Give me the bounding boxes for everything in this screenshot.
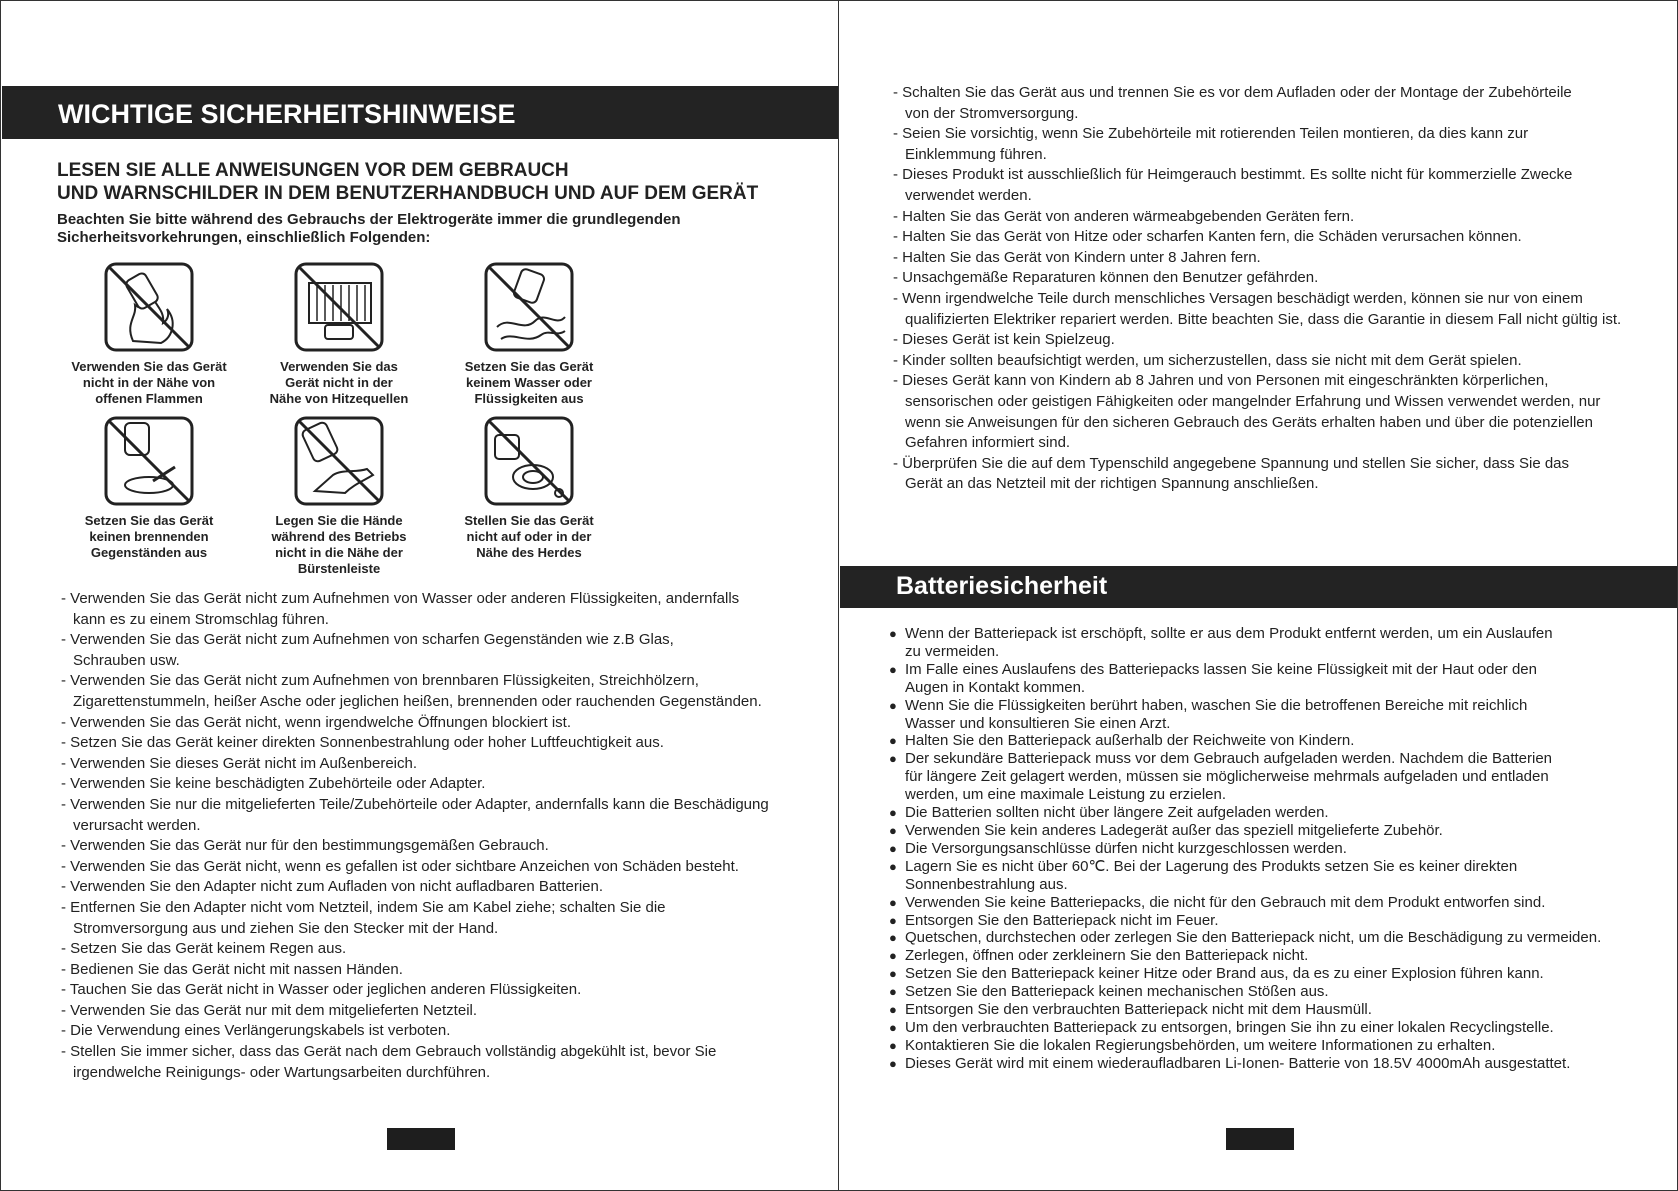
list-item: - Verwenden Sie nur die mitgelieferten Teile/Zubehörteile oder Adapter, andernfalls kann die Beschädigung verursacht werden. xyxy=(61,795,769,834)
no-water-icon xyxy=(483,261,575,353)
list-item: - Halten Sie das Gerät von Hitze oder scharfen Kanten fern, die Schäden verursachen können. xyxy=(893,228,1522,246)
list-item: ● Dieses Gerät wird mit einem wiederaufladbaren Li-Ionen- Batterie von 18.5V 4000mAh ausgestattet. xyxy=(889,1054,1571,1072)
list-item: - Dieses Produkt ist ausschließlich für Heimgerauch bestimmt. Es sollte nicht für kommerzielle Zwecke verwendet werden. xyxy=(893,166,1573,204)
list-item: ● Um den verbrauchten Batteriepack zu entsorgen, bringen Sie ihn zu einer lokalen Recyclingstelle. xyxy=(889,1018,1554,1036)
list-item: ● Zerlegen, öffnen oder zerkleinern Sie den Batteriepack nicht. xyxy=(889,947,1309,965)
list-item: - Unsachgemäße Reparaturen können den Benutzer gefährden. xyxy=(893,269,1319,287)
list-item: ● Lagern Sie es nicht über 60℃. Bei der Lagerung des Produkts setzen Sie es keiner direkten Sonnenbestrahlung aus. xyxy=(889,857,1518,893)
no-open-flame-icon xyxy=(103,261,195,353)
list-item: ● Entsorgen Sie den verbrauchten Batteriepack nicht mit dem Hausmüll. xyxy=(889,1001,1372,1019)
list-item: ● Halten Sie den Batteriepack außerhalb der Reichweite von Kindern. xyxy=(889,732,1355,750)
list-item: - Setzen Sie das Gerät keiner direkten Sonnenbestrahlung oder hoher Luftfeuchtigkeit aus. xyxy=(61,734,664,752)
no-hands-near-brush-icon xyxy=(293,415,385,507)
bullet-icon: ● xyxy=(889,733,897,749)
safety-rules-list xyxy=(57,589,797,1083)
list-item: - Entfernen Sie den Adapter nicht vom Netzteil, indem Sie am Kabel ziehe; schalten Sie die Stromversorgung aus und ziehen Sie den Stecker mit der Hand. xyxy=(61,898,666,937)
bullet-icon: ● xyxy=(889,894,897,910)
bullet-icon: ● xyxy=(889,661,897,677)
list-item: - Dieses Gerät ist kein Spielzeug. xyxy=(893,331,1115,349)
list-item: ● Im Falle eines Auslaufens des Batteriepacks lassen Sie keine Flüssigkeit mit der Haut oder den Augen in Kontakt kommen. xyxy=(889,660,1537,696)
warning-cell xyxy=(59,415,239,561)
list-item: - Die Verwendung eines Verlängerungskabels ist verboten. xyxy=(61,1022,451,1040)
warning-icon-grid xyxy=(59,261,619,581)
intro-text xyxy=(57,211,681,247)
list-item: - Überprüfen Sie die auf dem Typenschild angegebene Spannung und stellen Sie sicher, dass Sie das Gerät an das Netzteil mit der richtigen Spannung anschließen. xyxy=(893,454,1570,493)
list-item: - Schalten Sie das Gerät aus und trennen Sie es vor dem Aufladen oder der Montage der Zubehörteile von der Stromversorgung. xyxy=(893,84,1572,122)
no-burning-objects-icon xyxy=(103,415,195,507)
bullet-icon: ● xyxy=(889,822,897,838)
warning-caption: Setzen Sie das Gerät keinem Wasser oder Flüssigkeiten aus xyxy=(464,359,594,406)
list-item: - Halten Sie das Gerät von anderen wärmeabgebenden Geräten fern. xyxy=(893,207,1355,225)
bullet-icon: ● xyxy=(889,805,897,821)
list-item: - Tauchen Sie das Gerät nicht in Wasser oder jeglichen anderen Flüssigkeiten. xyxy=(61,981,582,999)
list-item: - Verwenden Sie das Gerät nicht, wenn irgendwelche Öffnungen blockiert ist. xyxy=(61,713,572,731)
list-item: - Verwenden Sie den Adapter nicht zum Aufladen von nicht aufladbaren Batterien. xyxy=(61,878,604,896)
warning-cell xyxy=(249,415,429,577)
list-item: ● Der sekundäre Batteriepack muss vor dem Gebrauch aufgeladen werden. Nachdem die Batterien für längere Zeit gelagert werden, müssen sie möglicherweise mehrmals aufgeladen und entladen werden, um eine maximale Leistung zu erzielen. xyxy=(889,750,1553,804)
warning-cell xyxy=(439,261,619,407)
list-item: - Verwenden Sie das Gerät nur für den bestimmungsgemäßen Gebrauch. xyxy=(61,837,549,855)
warning-cell xyxy=(59,261,239,407)
list-item: ● Setzen Sie den Batteriepack keiner Hitze oder Brand aus, da es zu einer Explosion führen kann. xyxy=(889,965,1544,983)
bullet-icon: ● xyxy=(889,1002,897,1018)
list-item: - Verwenden Sie das Gerät nur mit dem mitgelieferten Netzteil. xyxy=(61,1001,478,1019)
right-page xyxy=(838,0,1678,1191)
main-title xyxy=(57,159,758,205)
page-number-box xyxy=(1226,1128,1294,1150)
list-item: - Seien Sie vorsichtig, wenn Sie Zubehörteile mit rotierenden Teilen montieren, da dies kann zur Einklemmung führen. xyxy=(893,125,1529,163)
list-item: ● Verwenden Sie kein anderes Ladegerät außer das speziell mitgelieferte Zubehör. xyxy=(889,821,1443,839)
list-item: - Verwenden Sie dieses Gerät nicht im Außenbereich. xyxy=(61,754,418,772)
battery-safety-list xyxy=(889,625,1669,1073)
list-item: ● Setzen Sie den Batteriepack keinen mechanischen Stößen aus. xyxy=(889,983,1329,1001)
no-heat-source-icon xyxy=(293,261,385,353)
warning-caption: Setzen Sie das Gerät keinen brennenden Gegenständen aus xyxy=(84,513,214,560)
warning-caption: Verwenden Sie das Gerät nicht in der Nähe von offenen Flammen xyxy=(71,359,227,406)
bullet-icon: ● xyxy=(889,697,897,713)
list-item: - Kinder sollten beaufsichtigt werden, um sicherzustellen, dass sie nicht mit dem Gerät spielen. xyxy=(893,351,1522,369)
list-item: - Halten Sie das Gerät von Kindern unter 8 Jahren fern. xyxy=(893,248,1261,266)
title-line: UND WARNSCHILDER IN DEM BENUTZERHANDBUCH UND AUF DEM GERÄT xyxy=(57,183,759,204)
list-item: - Setzen Sie das Gerät keinem Regen aus. xyxy=(61,940,347,958)
bullet-icon: ● xyxy=(889,1055,897,1071)
bullet-icon: ● xyxy=(889,840,897,856)
safety-banner: WICHTIGE SICHERHEITSHINWEISE xyxy=(2,86,838,139)
bullet-icon: ● xyxy=(889,930,897,946)
list-item: ● Die Batterien sollten nicht über längere Zeit aufgeladen werden. xyxy=(889,804,1329,822)
bullet-icon: ● xyxy=(889,1019,897,1035)
title-line: LESEN SIE ALLE ANWEISUNGEN VOR DEM GEBRAUCH xyxy=(57,160,569,181)
list-item: ● Verwenden Sie keine Batteriepacks, die nicht für den Gebrauch mit dem Produkt entworfen sind. xyxy=(889,893,1546,911)
bullet-icon: ● xyxy=(889,966,897,982)
list-item: - Wenn irgendwelche Teile durch menschliches Versagen beschädigt werden, können sie nur von einem qualifizierten Elektriker repariert werden. Bitte beachten Sie, dass die Garantie in diesem Fall nicht gültig ist. xyxy=(893,289,1622,328)
intro-line: Sicherheitsvorkehrungen, einschließlich Folgenden: xyxy=(57,229,431,246)
list-item: - Bedienen Sie das Gerät nicht mit nassen Händen. xyxy=(61,960,403,978)
list-item: ● Wenn Sie die Flüssigkeiten berührt haben, waschen Sie die betroffenen Bereiche mit reichlich Wasser und konsultieren Sie einen Arzt. xyxy=(889,696,1528,732)
intro-line: Beachten Sie bitte während des Gebrauchs der Elektrogeräte immer die grundlegenden xyxy=(57,211,681,228)
warning-caption: Legen Sie die Hände während des Betriebs nicht in die Nähe der Bürstenleiste xyxy=(271,513,407,576)
warning-caption: Stellen Sie das Gerät nicht auf oder in der Nähe des Herdes xyxy=(464,513,594,560)
bullet-icon: ● xyxy=(889,1037,897,1053)
bullet-icon: ● xyxy=(889,912,897,928)
battery-banner: Batteriesicherheit xyxy=(840,566,1677,608)
list-item: - Verwenden Sie das Gerät nicht, wenn es gefallen ist oder sichtbare Anzeichen von Schäden besteht. xyxy=(61,857,739,875)
list-item: ● Wenn der Batteriepack ist erschöpft, sollte er aus dem Produkt entfernt werden, um ein Auslaufen zu vermeiden. xyxy=(889,625,1553,660)
bullet-icon: ● xyxy=(889,858,897,874)
list-item: - Dieses Gerät kann von Kindern ab 8 Jahren und von Personen mit eingeschränkten körperlichen, sensorischen oder geistigen Fähigkeiten oder mangelnder Erfahrung und Wissen verwendet werden, nur wenn sie Anweisungen für den sicheren Gebrauch des Geräts erhalten haben und über die potenziellen Gefahren informiert sind. xyxy=(893,372,1601,452)
list-item: - Verwenden Sie das Gerät nicht zum Aufnehmen von brennbaren Flüssigkeiten, Streichhölzern, Zigarettenstummeln, heißer Asche oder jeglichen heißen, brennenden oder rauchenden Gegenständen. xyxy=(61,672,762,710)
warning-cell xyxy=(439,415,619,561)
bullet-icon: ● xyxy=(889,984,897,1000)
warning-cell xyxy=(249,261,429,407)
list-item: - Verwenden Sie das Gerät nicht zum Aufnehmen von scharfen Gegenständen wie z.B Glas, Schrauben usw. xyxy=(61,631,674,669)
list-item: ● Kontaktieren Sie die lokalen Regierungsbehörden, um weitere Informationen zu erhalten. xyxy=(889,1036,1496,1054)
bullet-icon: ● xyxy=(889,948,897,964)
list-item: - Verwenden Sie keine beschädigten Zubehörteile oder Adapter. xyxy=(61,775,486,793)
list-item: ● Entsorgen Sie den Batteriepack nicht im Feuer. xyxy=(889,911,1219,929)
bullet-icon: ● xyxy=(889,626,897,641)
no-stove-icon xyxy=(483,415,575,507)
bullet-icon: ● xyxy=(889,751,897,767)
safety-rules-list-continued xyxy=(889,83,1659,495)
list-item: - Verwenden Sie das Gerät nicht zum Aufnehmen von Wasser oder anderen Flüssigkeiten, andernfalls kann es zu einem Stromschlag führen. xyxy=(61,590,740,628)
warning-caption: Verwenden Sie das Gerät nicht in der Nähe von Hitzequellen xyxy=(269,359,409,406)
list-item: - Stellen Sie immer sicher, dass das Gerät nach dem Gebrauch vollständig abgekühlt ist, bevor Sie irgendwelche Reinigungs- oder Wartungsarbeiten durchführen. xyxy=(61,1043,717,1081)
list-item: ● Quetschen, durchstechen oder zerlegen Sie den Batteriepack nicht, um die Beschädigung zu vermeiden. xyxy=(889,929,1602,947)
page-number-box xyxy=(387,1128,455,1150)
list-item: ● Die Versorgungsanschlüsse dürfen nicht kurzgeschlossen werden. xyxy=(889,839,1347,857)
